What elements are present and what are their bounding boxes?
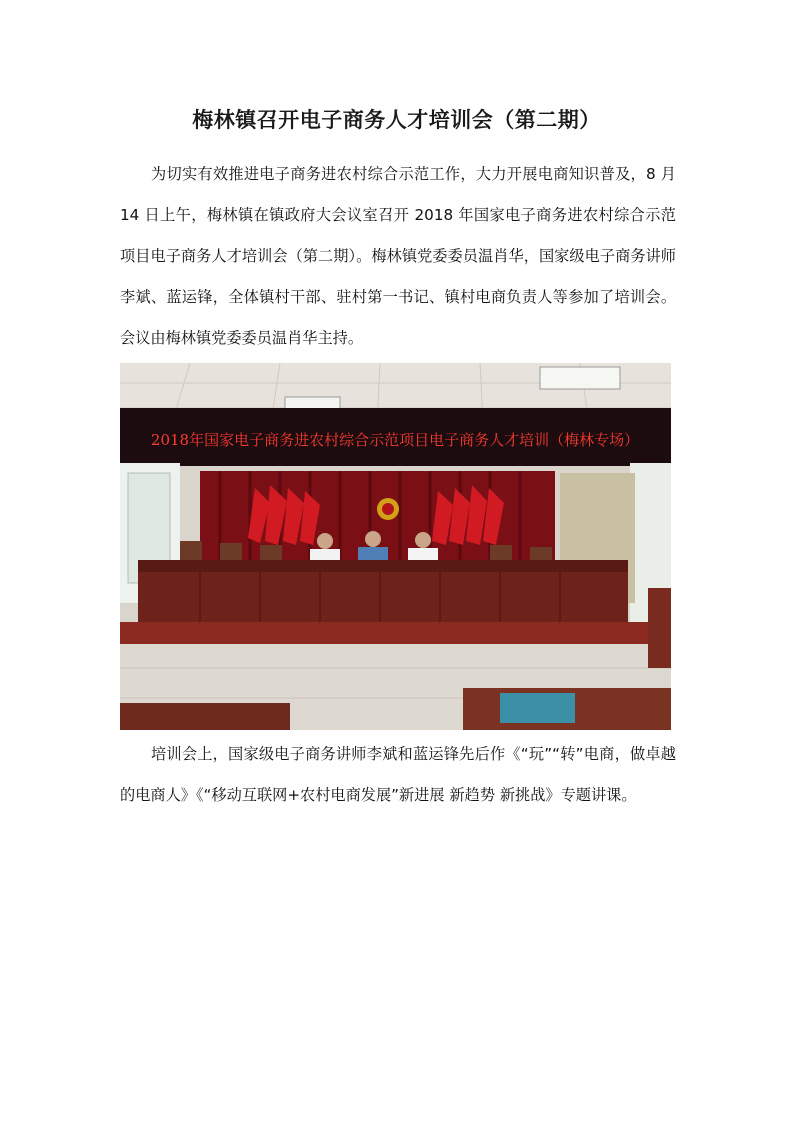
lecture-paragraph: 培训会上，国家级电子商务讲师李斌和蓝运锋先后作《“玩”“转”电商，做卓越的电商人》《“移动互联网+农村电商发展”新进展 新趋势 新挑战》专题讲课。 <box>120 745 676 804</box>
intro-paragraph: 为切实有效推进电子商务进农村综合示范工作，大力开展电商知识普及，8 月 14 日上午，梅林镇在镇政府大会议室召开 2018 年国家电子商务进农村综合示范项目电子商务人才培训会（第二期）。梅林镇党委委员温肖华，国家级电子商务讲师李斌、蓝运锋，全体镇村干部、驻村第一书记、镇村电商负责人等参加了培训会。会议由梅林镇党委委员温肖华主持。 <box>120 165 676 347</box>
article-title: 梅林镇召开电子商务人才培训会（第二期） <box>192 108 601 132</box>
meeting-photo <box>120 363 671 730</box>
led-banner-text: 2018年国家电子商务进农村综合示范项目电子商务人才培训（梅林专场） <box>150 431 640 449</box>
